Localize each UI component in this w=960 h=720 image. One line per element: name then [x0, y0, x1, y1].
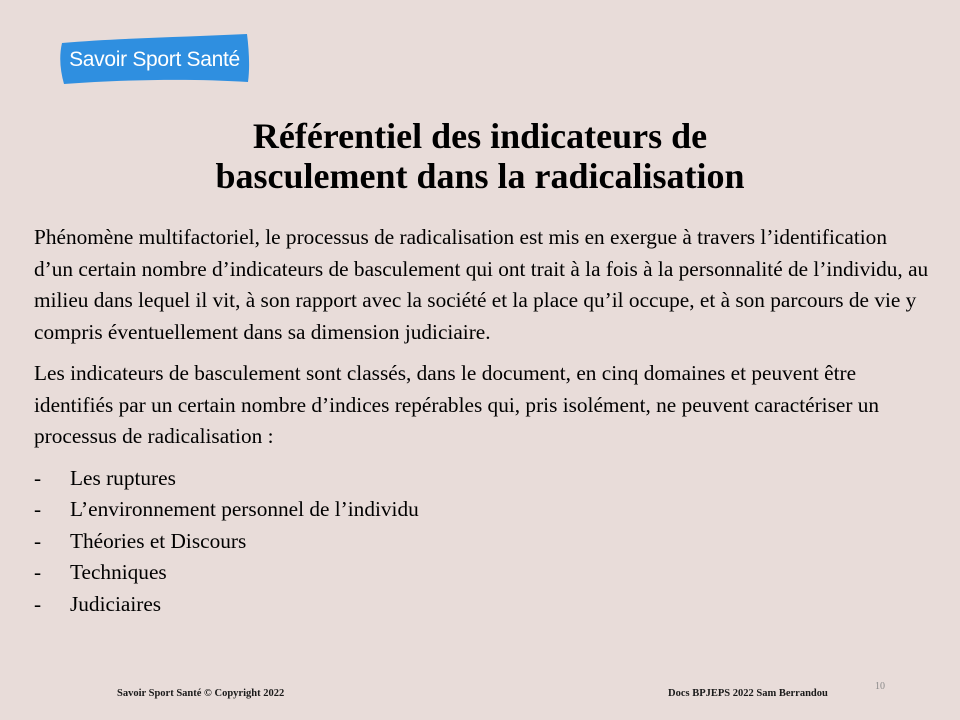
main-content — [34, 222, 929, 620]
domains-list — [34, 463, 929, 621]
list-item — [34, 463, 929, 495]
list-item — [34, 557, 929, 589]
list-item — [34, 494, 929, 526]
title-line-2: basculement dans la radicalisation — [215, 156, 745, 196]
page-number: 10 — [875, 681, 885, 692]
list-item-label: Les ruptures — [70, 465, 176, 490]
intro-paragraph: Phénomène multifactoriel, le processus de radicalisation est mis en exergue à travers l’identification d’un certain nombre d’indicateurs de basculement qui ont trait à la fois à la personnalité de l’individu, au milieu dans lequel il vit, à son rapport avec la société et la place qu’il occupe, et à son parcours de vie y compris éventuellement dans sa dimension judiciaire. — [34, 225, 929, 344]
domains-paragraph: Les indicateurs de basculement sont classés, dans le document, en cinq domaines et peuvent être identifiés par un certain nombre d’indices repérables qui, pris isolément, ne peuvent caractériser un processus de radicalisation : — [34, 361, 880, 448]
footer-copyright: Savoir Sport Santé © Copyright 2022 — [117, 688, 285, 699]
page-title — [0, 116, 960, 196]
list-bullet: - — [34, 591, 42, 616]
list-item-label: L’environnement personnel de l’individu — [70, 497, 419, 521]
title-line-1: Référentiel des indicateurs de — [252, 116, 708, 156]
list-bullet: - — [34, 528, 42, 553]
list-item — [34, 526, 929, 558]
footer-author: Docs BPJEPS 2022 Sam Berrandou — [668, 688, 828, 699]
list-bullet: - — [34, 560, 42, 584]
list-item-label: Théories et Discours — [70, 528, 247, 553]
logo-text: Savoir Sport Santé — [69, 48, 240, 71]
list-bullet: - — [34, 497, 42, 521]
logo — [58, 34, 251, 84]
list-item — [34, 589, 929, 621]
list-item-label: Judiciaires — [70, 591, 162, 616]
list-item-label: Techniques — [70, 560, 167, 584]
list-bullet: - — [34, 465, 42, 490]
